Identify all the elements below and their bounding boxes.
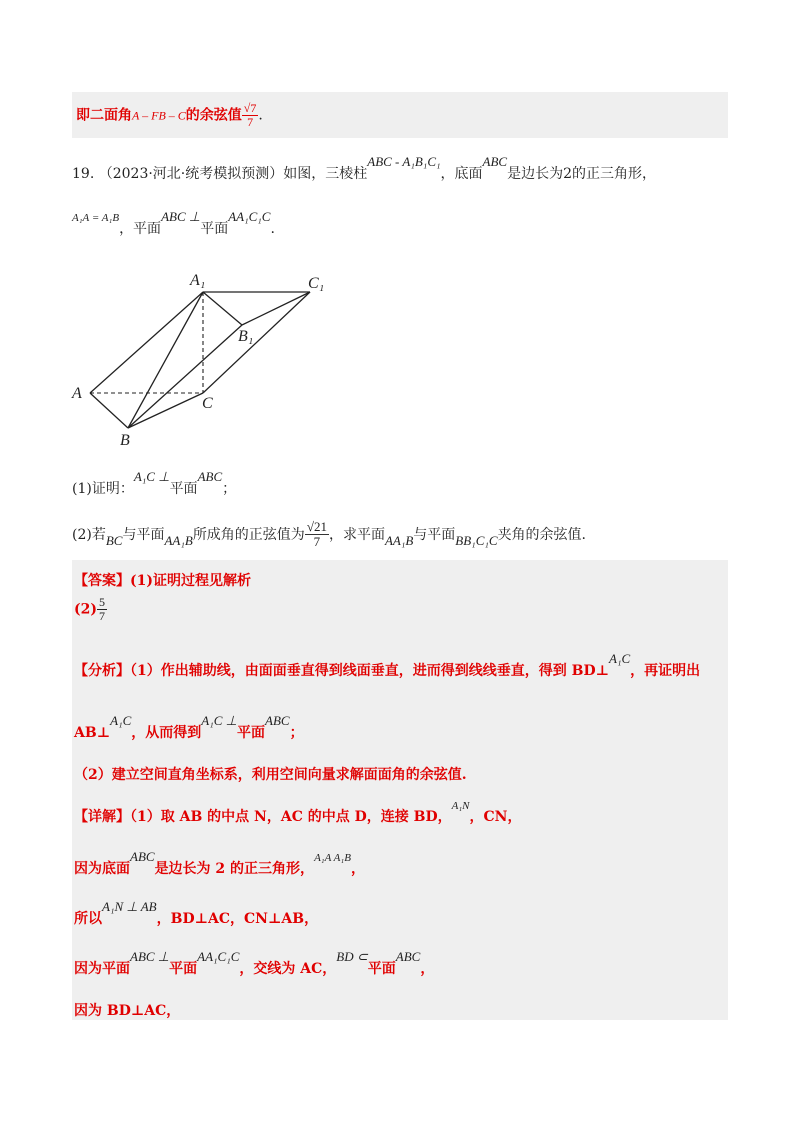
detail-line-1: 【详解】（1）取 AB 的中点 N，AC 的中点 D，连接 BD，$^{A_1N}$，CN， bbox=[74, 800, 522, 825]
label-A: A bbox=[72, 385, 82, 402]
label-B1: B₁ bbox=[238, 328, 254, 345]
edge-A-B bbox=[90, 393, 128, 428]
answer-line-1: 【答案】(1)证明过程见解析 bbox=[74, 573, 251, 589]
fraction-sqrt21-over-7: $\frac{√21}{7}$ bbox=[306, 519, 327, 550]
edge-C-C1 bbox=[203, 292, 310, 393]
previous-answer-block bbox=[72, 92, 728, 138]
edge-A-A1 bbox=[90, 292, 203, 393]
answer-line-2: (2) $\frac{5}{7}$ bbox=[74, 595, 105, 624]
problem-line-2: $^{A_1A = A_1B}$，平面ABC ⊥平面AA₁C₁C. bbox=[72, 209, 275, 237]
edge-B1-C1 bbox=[242, 292, 310, 325]
problem-line-1: 19. （2023·河北·统考模拟预测）如图，三棱柱ABC - A₁B₁C₁，底面ABC是边长为2的正三角形， bbox=[72, 154, 656, 182]
detail-line-3: 所以A₁N ⊥ AB，BD⊥AC，CN⊥AB， bbox=[74, 899, 319, 927]
question-2: (2)若BC与平面AA₁B所成角的正弦值为 $\frac{√21}{7}$ ，求平面AA₁B与平面BB₁C₁C夹角的余弦值. bbox=[72, 519, 587, 550]
prism-figure bbox=[70, 268, 340, 453]
analysis-line-3: （2）建立空间直角坐标系，利用空间向量求解面面角的余弦值. bbox=[74, 767, 467, 783]
detail-line-5: 因为 BD⊥AC， bbox=[74, 1003, 181, 1019]
question-1: (1)证明：A₁C ⊥平面ABC； bbox=[72, 469, 237, 497]
fraction-5-over-7: $\frac{5}{7}$ bbox=[99, 595, 105, 624]
edge-A1-B1 bbox=[203, 292, 242, 325]
analysis-line-1: 【分析】（1）作出辅助线，由面面垂直得到线面垂直，进而得到线线垂直，得到 BD⊥A₁C，再证明出 bbox=[74, 651, 701, 679]
detail-line-2: 因为底面ABC是边长为 2 的正三角形，$^{A_1A A_1B}$， bbox=[74, 849, 365, 877]
label-C1: C₁ bbox=[308, 275, 325, 292]
answer-block bbox=[72, 560, 728, 1020]
analysis-line-2: AB⊥A₁C，从而得到A₁C ⊥平面ABC； bbox=[74, 713, 304, 741]
detail-line-4: 因为平面ABC ⊥平面AA₁C₁C，交线为 AC，BD ⊂平面ABC， bbox=[74, 949, 435, 977]
edge-A1-B bbox=[128, 292, 203, 428]
label-B: B bbox=[120, 432, 130, 449]
label-A1: A₁ bbox=[190, 272, 206, 289]
edge-B-C bbox=[128, 393, 203, 428]
label-C: C bbox=[202, 395, 213, 412]
previous-conclusion: 即二面角A – FB – C的余弦值 $\frac{√7}{7}$ . bbox=[76, 101, 263, 130]
fraction-sqrt7-over-7: $\frac{√7}{7}$ bbox=[243, 101, 257, 130]
edge-B-B1 bbox=[128, 325, 242, 428]
